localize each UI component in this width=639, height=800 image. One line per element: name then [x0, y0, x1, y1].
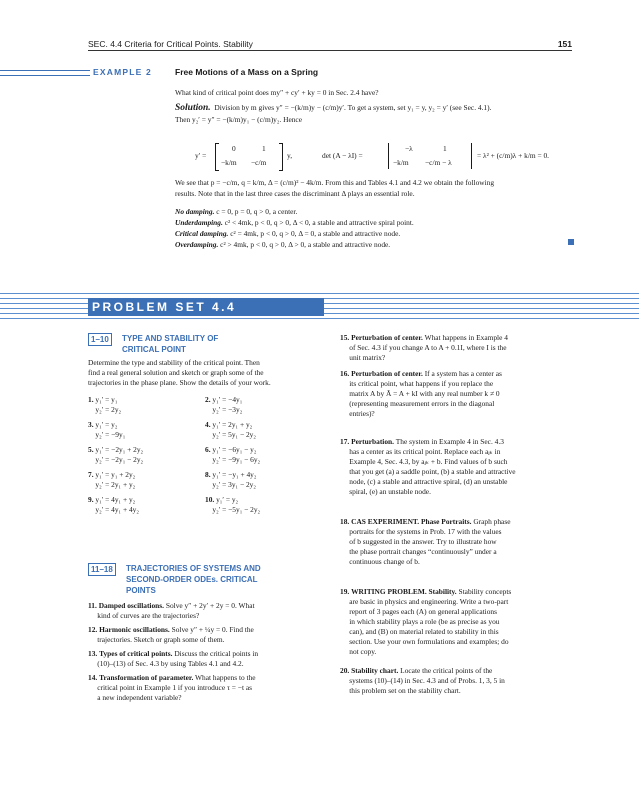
matrix-a11: 0	[232, 144, 236, 153]
note-line-2: results. Note that in the last three cases the discriminant Δ plays an essential role.	[175, 189, 415, 198]
problem-19: 19. WRITING PROBLEM. Stability. Stability concepts are basic in physics and engineering. Write a two-part report of 3 pages each (A) on general applications in which stability plays a role (be as precise as you can), and (B) on material related to stability in this section. Use your own formulations and examples; do not copy.	[340, 587, 512, 656]
problem-11: 11. Damped oscillations. Solve y″ + 2y′ + 2y = 0. What kind of curves are the trajectories?	[88, 601, 255, 620]
section-heading-2-line-3: POINTS	[126, 586, 156, 595]
problem-20: 20. Stability chart. Locate the critical points of the systems (10)–(14) in Sec. 4.3 and of Probs. 1, 3, 5 in this problem set on the stability chart.	[340, 666, 505, 695]
solution-label: Solution.	[175, 103, 211, 113]
left-bracket	[215, 143, 219, 171]
header-rule	[88, 50, 572, 51]
case-underdamping: Underdamping. c² < 4mk, p < 0, q > 0, Δ < 0, a stable and attractive spiral point.	[175, 218, 414, 227]
problem-set-title: PROBLEM SET 4.4	[88, 298, 324, 316]
example-question: What kind of critical point does my″ + cy′ + ky = 0 in Sec. 2.4 have?	[175, 88, 379, 97]
det-d22: −c/m − λ	[425, 158, 452, 167]
problem-8: 8. y₁′ = −y₁ + 4y₂ y₂′ = 3y₁ − 2y₂	[205, 470, 257, 489]
right-bracket	[279, 143, 283, 171]
det-d11: −λ	[405, 144, 413, 153]
intro-line-3: trajectories in the phase plane. Show the details of your work.	[88, 378, 271, 387]
problem-1: 1. y₁′ = y₁ y₂′ = 2y₂	[88, 395, 122, 414]
example-rule	[0, 70, 90, 76]
matrix-a22: −c/m	[251, 158, 267, 167]
problem-10: 10. y₁′ = y₂ y₂′ = −5y₁ − 2y₂	[205, 495, 261, 514]
end-of-example-square	[568, 239, 574, 245]
case-no-damping: No damping. c = 0, p = 0, q > 0, a center.	[175, 207, 298, 216]
problem-15: 15. Perturbation of center. What happens in Example 4 of Sec. 4.3 if you change A to A + 0.1I, where I is the unit matrix?	[340, 333, 508, 362]
solution-line-1	[175, 103, 491, 113]
section-heading-2-line-1: TRAJECTORIES OF SYSTEMS AND	[126, 564, 261, 573]
example-title: Free Motions of a Mass on a Spring	[175, 67, 319, 77]
det-d21: −k/m	[393, 158, 409, 167]
matrix-lhs: y′ =	[195, 151, 207, 160]
case-critical-damping: Critical damping. c² = 4mk, p < 0, q > 0, Δ = 0, a stable and attractive node.	[175, 229, 401, 238]
matrix-a12: 1	[262, 144, 266, 153]
problem-3: 3. y₁′ = y₂ y₂′ = −9y₁	[88, 420, 126, 439]
problem-4: 4. y₁′ = 2y₁ + y₂ y₂′ = 5y₁ − 2y₂	[205, 420, 256, 439]
problem-7: 7. y₁′ = y₁ + 2y₂ y₂′ = 2y₁ + y₂	[88, 470, 136, 489]
section-heading-1-line-2: CRITICAL POINT	[122, 345, 186, 354]
section-heading-1-line-1: TYPE AND STABILITY OF	[122, 334, 219, 343]
problem-12: 12. Harmonic oscillations. Solve y″ + ¼y = 0. Find the trajectories. Sketch or graph some of them.	[88, 625, 254, 644]
section-title: SEC. 4.4 Criteria for Critical Points. Stability	[88, 39, 253, 49]
problem-16: 16. Perturbation of center. If a system has a center as its critical point, what happens if you replace the matrix A by Ã = A + kI with any real number k ≠ 0 (representing measurement errors in the diagonal entries)?	[340, 369, 502, 418]
problem-5: 5. y₁′ = −2y₁ + 2y₂ y₂′ = −2y₁ − 2y₂	[88, 445, 144, 464]
problem-13: 13. Types of critical points. Discuss the critical points in (10)–(13) of Sec. 4.3 by using Tables 4.1 and 4.2.	[88, 649, 259, 668]
det-bar-left	[388, 143, 389, 169]
page-number: 151	[557, 39, 572, 49]
section-heading-2-line-2: SECOND-ORDER ODEs. CRITICAL	[126, 575, 258, 584]
problem-17: 17. Perturbation. The system in Example 4 in Sec. 4.3 has a center as its critical point. Replace each aⱼₖ in Example 4, Sec. 4.3, by aⱼₖ + b. Find values of b such that you get (a) a saddle point, (b) a stable and attractive node, (c) a stable and attractive spiral, (d) an unstable spiral, (e) an unstable node.	[340, 437, 516, 496]
matrix-a21: −k/m	[221, 158, 237, 167]
section-range-1-10: 1–10	[88, 333, 112, 346]
det-rhs: = λ² + (c/m)λ + k/m = 0.	[477, 151, 550, 160]
problem-14: 14. Transformation of parameter. What happens to the critical point in Example 1 if you introduce τ = −t as a new independent variable?	[88, 673, 256, 702]
det-d12: 1	[443, 144, 447, 153]
running-header	[88, 34, 572, 50]
problem-6: 6. y₁′ = −6y₁ − y₂ y₂′ = −9y₁ − 6y₂	[205, 445, 261, 464]
example-label: EXAMPLE 2	[93, 67, 152, 77]
solution-text-1: Division by m gives y″ = −(k/m)y − (c/m)y′. To get a system, set y₁ = y, y₂ = y′ (see Sec. 4.1).	[214, 103, 492, 112]
note-line-1: We see that p = −c/m, q = k/m, Δ = (c/m)² − 4k/m. From this and Tables 4.1 and 4.2 we obtain the following	[175, 178, 495, 187]
intro-line-2: find a real general solution and sketch or graph some of the	[88, 368, 264, 377]
problem-2: 2. y₁′ = −4y₁ y₂′ = −3y₂	[205, 395, 243, 414]
det-label: det (A − λI) =	[322, 151, 363, 160]
matrix-equation	[195, 142, 575, 172]
det-bar-right	[471, 143, 472, 169]
intro-line-1: Determine the type and stability of the critical point. Then	[88, 358, 260, 367]
solution-line-2: Then y₂′ = y″ = −(k/m)y₁ − (c/m)y₂. Hence	[175, 115, 302, 124]
case-overdamping: Overdamping. c² > 4mk, p < 0, q > 0, Δ > 0, a stable and attractive node.	[175, 240, 391, 249]
section-range-11-18: 11–18	[88, 563, 116, 576]
matrix-vector: y,	[287, 151, 293, 160]
problem-18: 18. CAS EXPERIMENT. Phase Portraits. Graph phase portraits for the systems in Prob. 17 with the values of b suggested in the answer. Try to illustrate how the phase portrait changes “continuously” under a continuous change of b.	[340, 517, 511, 566]
problem-9: 9. y₁′ = 4y₁ + y₂ y₂′ = 4y₁ + 4y₂	[88, 495, 139, 514]
